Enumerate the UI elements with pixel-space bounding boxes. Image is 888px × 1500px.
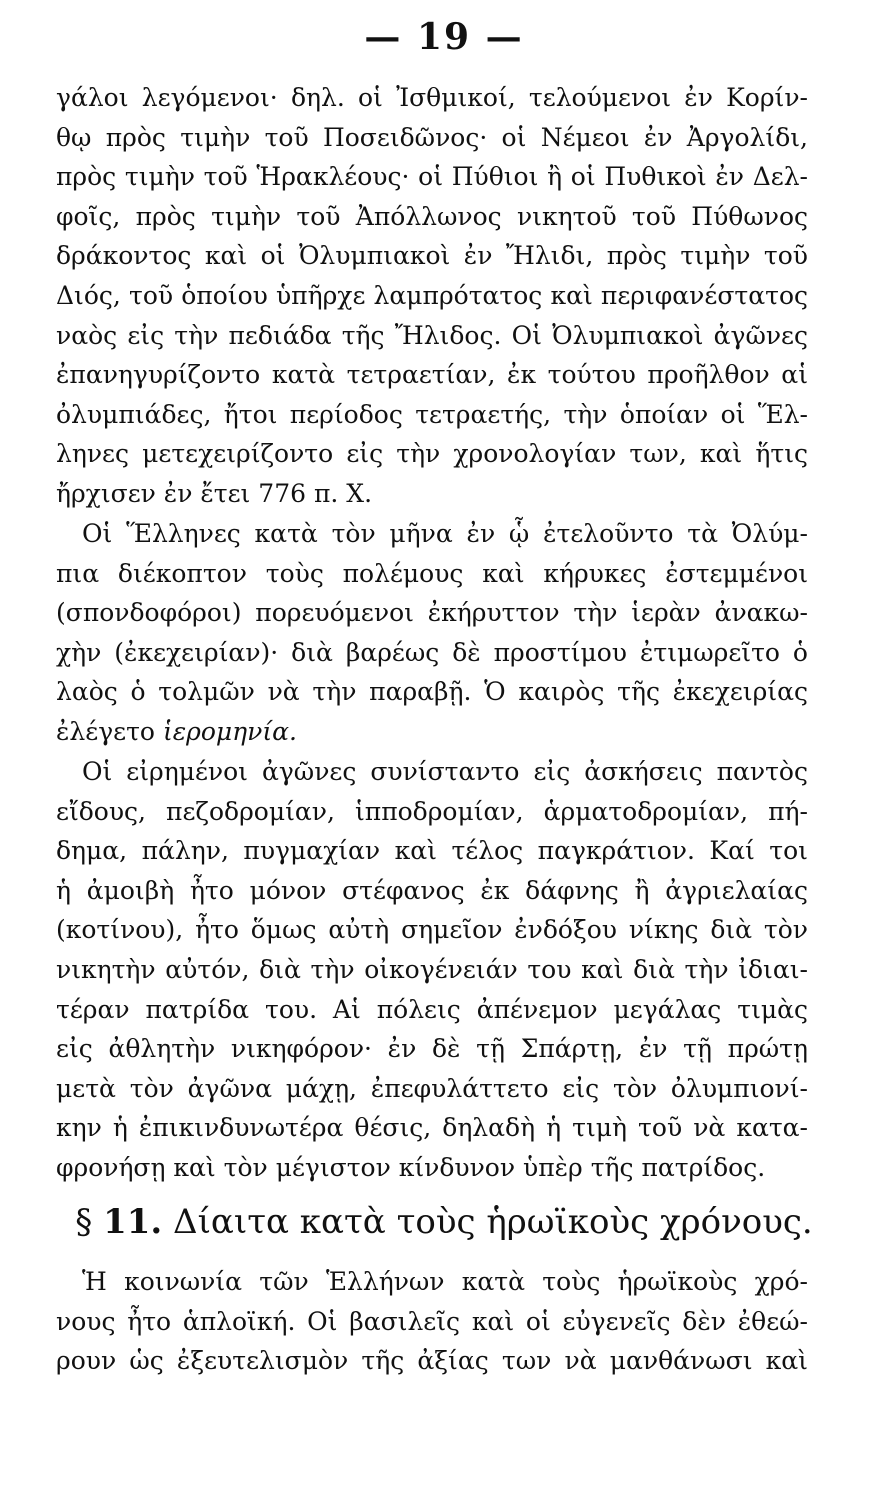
section-number: 11. bbox=[103, 1202, 163, 1242]
paragraph-1 bbox=[56, 78, 808, 514]
text-line: φοῖς, πρὸς τιμὴν τοῦ Ἀπόλλωνος νικητοῦ τοῦ Πύθωνος bbox=[56, 201, 808, 231]
text-line: Διός, τοῦ ὁποίου ὑπῆρχε λαμπρότατος καὶ περιφανέστατος bbox=[56, 280, 808, 310]
text-line: κην ἡ ἐπικινδυνωτέρα θέσις, δηλαδὴ ἡ τιμὴ τοῦ νὰ κατα- bbox=[56, 1113, 808, 1143]
section-paragraph bbox=[56, 1262, 808, 1381]
text-line: Οἱ εἰρημένοι ἀγῶνες συνίσταντο εἰς ἀσκήσεις παντὸς bbox=[82, 757, 808, 786]
italic-term: ἱερομηνία. bbox=[162, 716, 297, 746]
text-line: (σπονδοφόροι) πορευόμενοι ἐκήρυττον τὴν ἱερὰν ἀνακω- bbox=[56, 598, 808, 628]
text-line: εἰς ἀθλητὴν νικηφόρον· ἐν δὲ τῇ Σπάρτῃ, ἐν τῇ πρώτῃ bbox=[56, 1034, 808, 1064]
text-line: νικητὴν αὐτόν, διὰ τὴν οἰκογένειάν του καὶ διὰ τὴν ἰδιαι- bbox=[56, 954, 808, 984]
text-line: χὴν (ἐκεχειρίαν)· διὰ βαρέως δὲ προστίμου ἐτιμωρεῖτο ὁ bbox=[56, 637, 808, 667]
section-heading bbox=[0, 1200, 888, 1244]
text-line bbox=[56, 712, 808, 752]
text-line: Οἱ Ἕλληνες κατὰ τὸν μῆνα ἐν ᾧ ἐτελοῦντο τὰ Ὀλύμ- bbox=[82, 519, 808, 548]
section-title-text: Δίαιτα κατὰ τοὺς ἡρωϊκοὺς χρόνους. bbox=[173, 1202, 813, 1242]
text-line: ὀλυμπιάδες, ἤτοι περίοδος τετραετής, τὴν ὁποίαν οἱ Ἕλ- bbox=[56, 399, 808, 429]
text-line: φρονήσῃ καὶ τὸν μέγιστον κίνδυνον ὑπὲρ τῆς πατρίδος. bbox=[56, 1152, 766, 1182]
text-line: ληνες μετεχειρίζοντο εἰς τὴν χρονολογίαν των, καὶ ἥτις bbox=[56, 439, 808, 469]
text-line: δημα, πάλην, πυγμαχίαν καὶ τέλος παγκράτιον. Καί τοι bbox=[56, 836, 808, 866]
section-symbol: § bbox=[75, 1202, 93, 1242]
text-line: ναὸς εἰς τὴν πεδιάδα τῆς Ἤλιδος. Οἱ Ὀλυμπιακοὶ ἀγῶνες bbox=[56, 320, 808, 350]
text-line: (κοτίνου), ἦτο ὅμως αὐτὴ σημεῖον ἐνδόξου νίκης διὰ τὸν bbox=[56, 915, 808, 945]
text-line: νους ἦτο ἁπλοϊκή. Οἱ βασιλεῖς καὶ οἱ εὐγενεῖς δὲν ἐθεώ- bbox=[56, 1306, 808, 1336]
text-line: μετὰ τὸν ἀγῶνα μάχῃ, ἐπεφυλάττετο εἰς τὸν ὀλυμπιονί- bbox=[56, 1073, 808, 1103]
text-line: θῳ πρὸς τιμὴν τοῦ Ποσειδῶνος· οἱ Νέμεοι ἐν Ἀργολίδι, bbox=[56, 122, 808, 152]
text-line: πρὸς τιμὴν τοῦ Ἡρακλέους· οἱ Πύθιοι ἢ οἱ Πυθικοὶ ἐν Δελ- bbox=[56, 162, 808, 192]
text-line: γάλοι λεγόμενοι· δηλ. οἱ Ἰσθμικοί, τελούμενοι ἐν Κορίν- bbox=[56, 83, 808, 112]
paragraph-3 bbox=[56, 752, 808, 1188]
text-line: Ἡ κοινωνία τῶν Ἑλλήνων κατὰ τοὺς ἡρωϊκοὺς χρό- bbox=[82, 1267, 808, 1296]
text-line: ἤρχισεν ἐν ἔτει 776 π. Χ. bbox=[56, 478, 373, 508]
text-line: πια διέκοπτον τοὺς πολέμους καὶ κήρυκες ἐστεμμένοι bbox=[56, 558, 808, 588]
text-line: ρουν ὡς ἐξευτελισμὸν τῆς ἀξίας των νὰ μανθάνωσι καὶ bbox=[56, 1346, 808, 1376]
page-number: — 19 — bbox=[364, 16, 524, 58]
text-line: ἡ ἀμοιβὴ ἦτο μόνον στέφανος ἐκ δάφνης ἢ ἀγριελαίας bbox=[56, 875, 808, 905]
text-line: δράκοντος καὶ οἱ Ὀλυμπιακοὶ ἐν Ἤλιδι, πρὸς τιμὴν τοῦ bbox=[56, 241, 808, 271]
text-line: ἐπανηγυρίζοντο κατὰ τετραετίαν, ἐκ τούτου προῆλθον αἱ bbox=[56, 360, 808, 390]
text-line: τέραν πατρίδα του. Αἱ πόλεις ἀπένεμον μεγάλας τιμὰς bbox=[56, 994, 808, 1024]
text-line: λαὸς ὁ τολμῶν νὰ τὴν παραβῇ. Ὁ καιρὸς τῆς ἐκεχειρίας bbox=[56, 677, 808, 707]
text-line: εἴδους, πεζοδρομίαν, ἱπποδρομίαν, ἁρματοδρομίαν, πή- bbox=[56, 796, 808, 826]
paragraph-2 bbox=[56, 514, 808, 752]
text-fragment: ἐλέγετο bbox=[56, 716, 163, 746]
